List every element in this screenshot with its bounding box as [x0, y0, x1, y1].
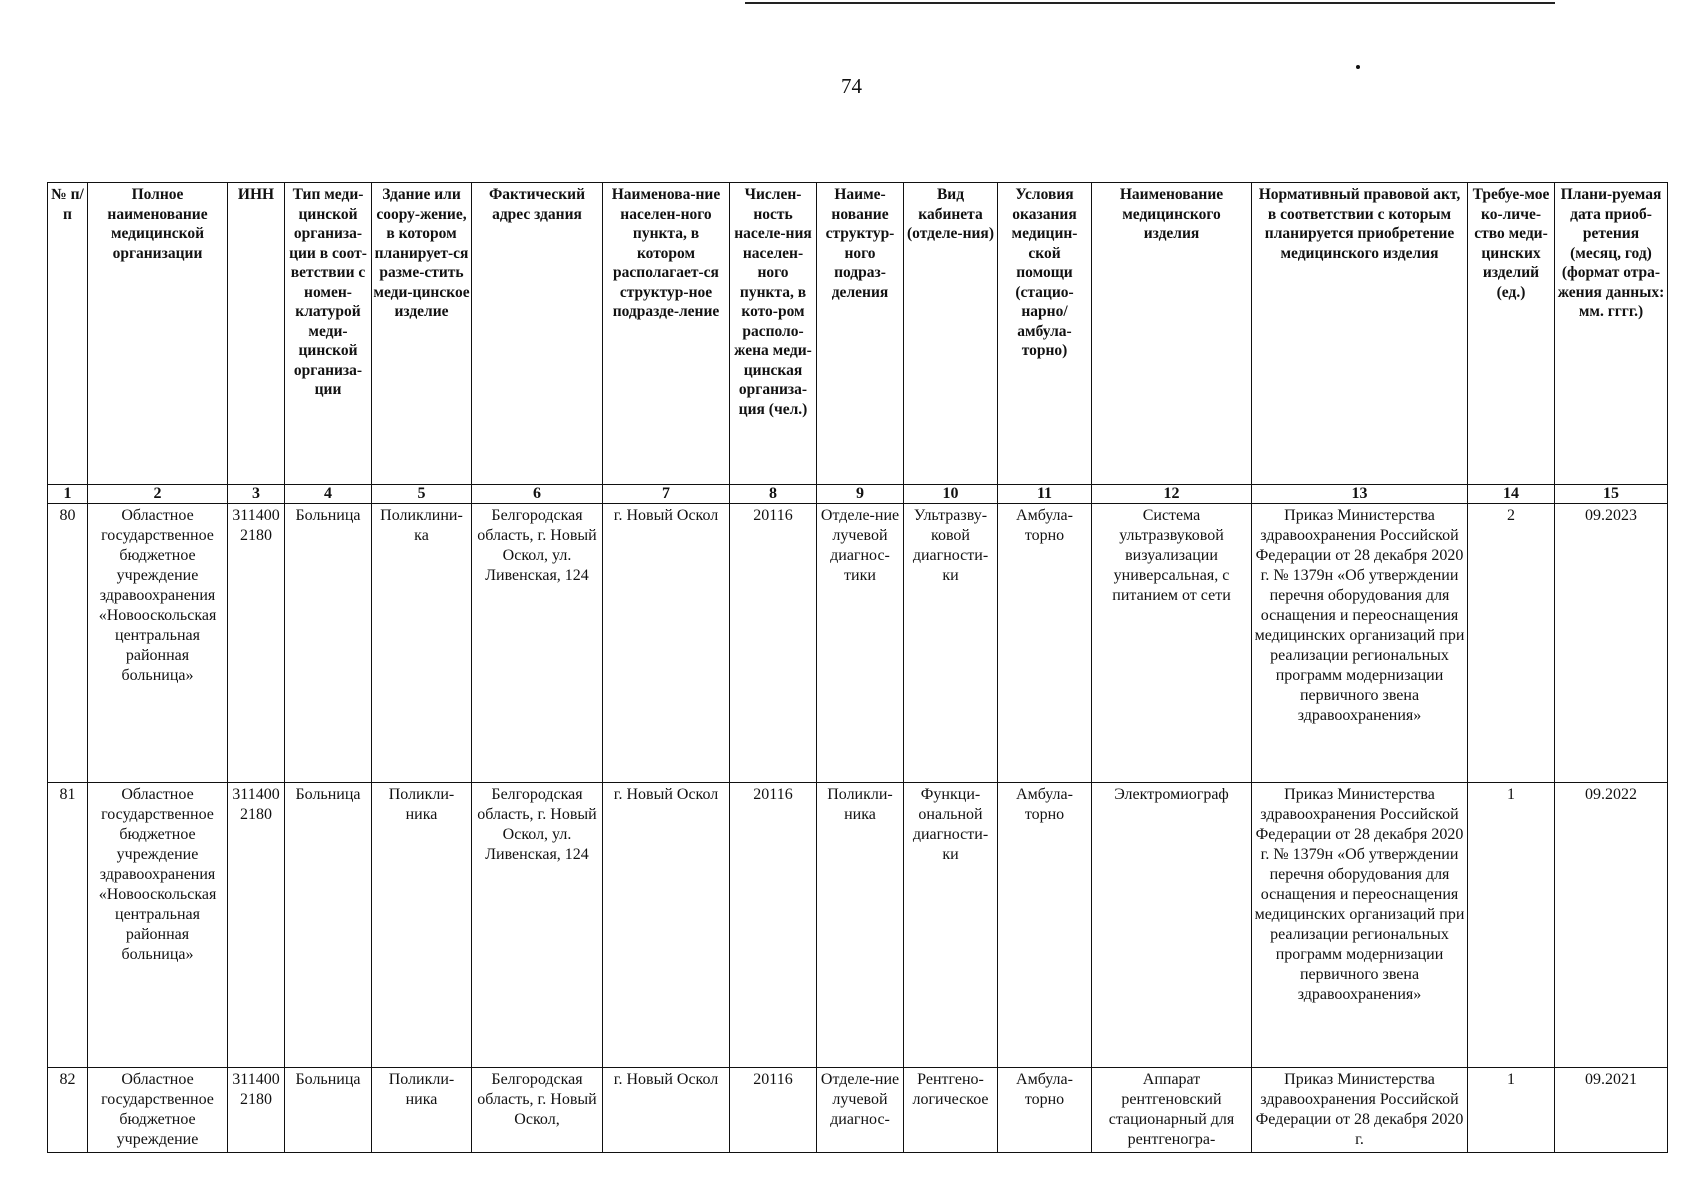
column-number: 1	[48, 485, 88, 504]
org-name: Областное государственное бюджетное учреждение	[88, 1068, 228, 1153]
org-type: Больница	[285, 504, 372, 783]
row-number: 80	[48, 504, 88, 783]
header-cell: Полное наименование медицинской организации	[88, 183, 228, 485]
header-cell: № п/п	[48, 183, 88, 485]
address: Белгородская область, г. Новый Оскол, ул. Ливенская, 124	[472, 783, 603, 1068]
header-cell: ИНН	[228, 183, 285, 485]
header-cell: Требуе-мое ко-личе-ство меди-цинских изделий (ед.)	[1468, 183, 1555, 485]
column-number: 13	[1252, 485, 1468, 504]
address: Белгородская область, г. Новый Оскол,	[472, 1068, 603, 1153]
care-conditions: Амбула-торно	[998, 783, 1092, 1068]
column-number: 3	[228, 485, 285, 504]
stray-dot	[1356, 65, 1360, 69]
column-number: 9	[817, 485, 904, 504]
device-name: Система ультразвуковой визуализации универсальная, с питанием от сети	[1092, 504, 1252, 783]
building: Поликли-ника	[372, 1068, 472, 1153]
org-type: Больница	[285, 1068, 372, 1153]
header-cell: Нормативный правовой акт, в соответствии с которым планируется приобретение медицинского изделия	[1252, 183, 1468, 485]
quantity: 1	[1468, 1068, 1555, 1153]
planned-date: 09.2023	[1555, 504, 1668, 783]
header-cell: Числен-ность населе-ния населен-ного пункта, в кото-ром располо-жена меди-цинская организа-ция (чел.)	[730, 183, 817, 485]
header-cell: Условия оказания медицин-ской помощи (стацио-нарно/ амбула-торно)	[998, 183, 1092, 485]
column-number: 14	[1468, 485, 1555, 504]
legal-act: Приказ Министерства здравоохранения Российской Федерации от 28 декабря 2020 г. № 1379н «Об утверждении перечня оборудования для оснащения и переоснащения медицинских организаций при реализации региональных программ модернизации первичного звена здравоохранения»	[1252, 504, 1468, 783]
device-name: Аппарат рентгеновский стационарный для рентгеногра-	[1092, 1068, 1252, 1153]
building: Поликлини-ка	[372, 504, 472, 783]
equipment-table	[47, 182, 1668, 1153]
org-type: Больница	[285, 783, 372, 1068]
header-cell: Тип меди-цинской организа-ции в соот-ветствии с номен-клатурой меди-цинской организа-ции	[285, 183, 372, 485]
header-cell: Наименова-ние населен-ного пункта, в котором располагает-ся структур-ное подразде-ление	[603, 183, 730, 485]
column-number: 11	[998, 485, 1092, 504]
population: 20116	[730, 1068, 817, 1153]
header-cell: Вид кабинета (отделе-ния)	[904, 183, 998, 485]
population: 20116	[730, 504, 817, 783]
inn: 3114002180	[228, 1068, 285, 1153]
unit: Отделе-ние лучевой диагнос-тики	[817, 504, 904, 783]
quantity: 1	[1468, 783, 1555, 1068]
org-name: Областное государственное бюджетное учреждение здравоохранения «Новооскольская центральная районная больница»	[88, 504, 228, 783]
header-row	[48, 183, 1668, 485]
planned-date: 09.2022	[1555, 783, 1668, 1068]
inn: 3114002180	[228, 504, 285, 783]
legal-act: Приказ Министерства здравоохранения Российской Федерации от 28 декабря 2020 г.	[1252, 1068, 1468, 1153]
locality: г. Новый Оскол	[603, 1068, 730, 1153]
column-number: 8	[730, 485, 817, 504]
unit: Поликли-ника	[817, 783, 904, 1068]
header-cell: Плани-руемая дата приоб-ретения (месяц, год) (формат отра-жения данных: мм. гггг.)	[1555, 183, 1668, 485]
locality: г. Новый Оскол	[603, 783, 730, 1068]
inn: 3114002180	[228, 783, 285, 1068]
row-number: 81	[48, 783, 88, 1068]
locality: г. Новый Оскол	[603, 504, 730, 783]
device-name: Электромиограф	[1092, 783, 1252, 1068]
column-number: 7	[603, 485, 730, 504]
population: 20116	[730, 783, 817, 1068]
header-cell: Наименование медицинского изделия	[1092, 183, 1252, 485]
room-type: Ультразву-ковой диагности-ки	[904, 504, 998, 783]
table-row	[48, 1068, 1668, 1153]
room-type: Функци-ональной диагности-ки	[904, 783, 998, 1068]
column-number: 10	[904, 485, 998, 504]
unit: Отделе-ние лучевой диагнос-	[817, 1068, 904, 1153]
quantity: 2	[1468, 504, 1555, 783]
care-conditions: Амбула-торно	[998, 504, 1092, 783]
row-number: 82	[48, 1068, 88, 1153]
header-cell: Здание или соору-жение, в котором планирует-ся разме-стить меди-цинское изделие	[372, 183, 472, 485]
room-type: Рентгено-логическое	[904, 1068, 998, 1153]
table-row	[48, 783, 1668, 1068]
column-number: 12	[1092, 485, 1252, 504]
header-cell: Наиме-нование структур-ного подраз-деления	[817, 183, 904, 485]
care-conditions: Амбула-торно	[998, 1068, 1092, 1153]
address: Белгородская область, г. Новый Оскол, ул. Ливенская, 124	[472, 504, 603, 783]
top-rule	[745, 2, 1555, 4]
column-number: 6	[472, 485, 603, 504]
column-number: 5	[372, 485, 472, 504]
planned-date: 09.2021	[1555, 1068, 1668, 1153]
legal-act: Приказ Министерства здравоохранения Российской Федерации от 28 декабря 2020 г. № 1379н «Об утверждении перечня оборудования для оснащения и переоснащения медицинских организаций при реализации региональных программ модернизации первичного звена здравоохранения»	[1252, 783, 1468, 1068]
building: Поликли-ника	[372, 783, 472, 1068]
page-number: 74	[841, 74, 862, 98]
org-name: Областное государственное бюджетное учреждение здравоохранения «Новооскольская центральная районная больница»	[88, 783, 228, 1068]
header-cell: Фактический адрес здания	[472, 183, 603, 485]
column-number-row	[48, 485, 1668, 504]
column-number: 2	[88, 485, 228, 504]
column-number: 4	[285, 485, 372, 504]
table-row	[48, 504, 1668, 783]
column-number: 15	[1555, 485, 1668, 504]
